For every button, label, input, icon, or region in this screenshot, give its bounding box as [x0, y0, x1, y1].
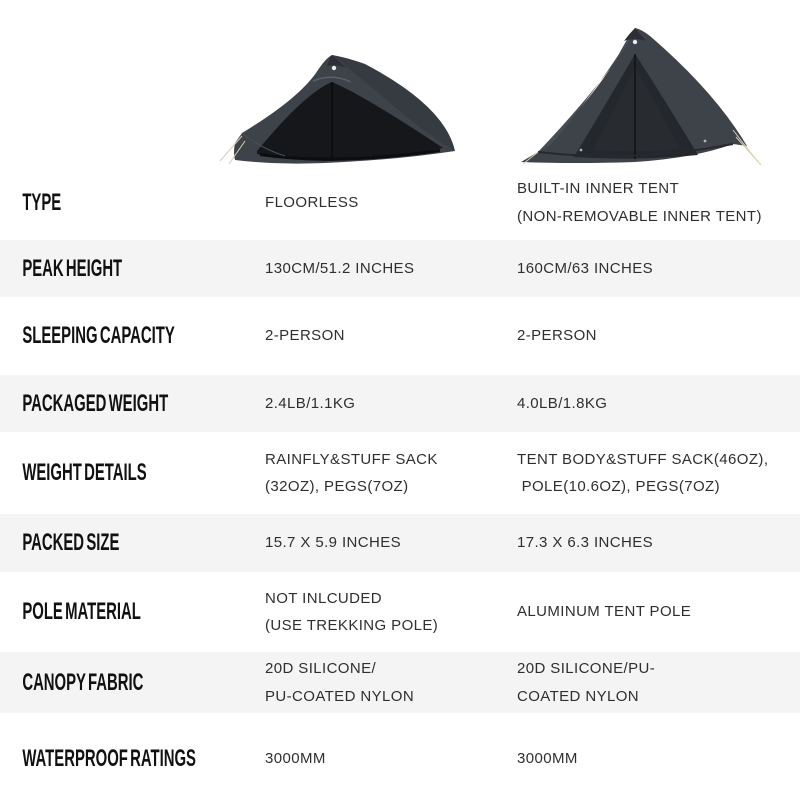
cell-line: 2-PERSON — [517, 327, 597, 345]
brand-logo-icon — [633, 40, 637, 44]
cell-line: FLOORLESS — [265, 193, 359, 211]
floorless-tent-image — [205, 48, 460, 165]
row-label: POLE MATERIAL — [22, 598, 141, 625]
spec-row-waterproof-ratings — [0, 713, 800, 800]
spec-row-sleeping-capacity — [0, 297, 800, 375]
row-label: CANOPY FABRIC — [22, 668, 144, 696]
spec-row-type — [0, 165, 800, 240]
brand-logo-icon — [332, 66, 336, 70]
cell-line: 3000MM — [517, 750, 578, 767]
spec-value-right — [517, 529, 800, 557]
cell-line: (NON-REMOVABLE INNER TENT) — [517, 207, 762, 225]
spec-row-packaged-weight — [0, 375, 800, 432]
row-label: TYPE — [22, 188, 62, 216]
row-label: PEAK HEIGHT — [22, 254, 123, 282]
row-label: PACKED SIZE — [22, 529, 120, 556]
cell-line: POLE(10.6OZ), PEGS(7OZ) — [517, 478, 720, 495]
spec-value-right — [517, 598, 800, 626]
cell-line: 17.3 X 6.3 INCHES — [517, 534, 654, 552]
spec-value-right — [517, 655, 800, 710]
spec-value-right — [517, 175, 800, 230]
cell-line: 20D SILICONE/ — [265, 660, 377, 677]
cell-line: BUILT-IN INNER TENT — [517, 180, 680, 197]
spec-value-right — [517, 255, 800, 283]
cell-line: 20D SILICONE/PU- — [517, 660, 656, 677]
cell-line: 15.7 X 5.9 INCHES — [265, 534, 402, 552]
cell-line: RAINFLY&STUFF SACK — [265, 450, 438, 468]
row-label: SLEEPING CAPACITY — [22, 322, 175, 349]
row-label: WATERPROOF RATINGS — [22, 745, 196, 772]
cell-line: 2-PERSON — [265, 327, 345, 345]
spec-value-left — [265, 322, 517, 350]
spec-value-left — [265, 189, 517, 217]
cell-line: PU-COATED NYLON — [265, 687, 415, 705]
cell-line: 4.0LB/1.8KG — [517, 394, 608, 412]
cell-line: (32OZ), PEGS(7OZ) — [265, 478, 409, 495]
cell-line: 2.4LB/1.1KG — [265, 394, 356, 412]
product-images — [0, 0, 800, 165]
row-label: WEIGHT DETAILS — [22, 459, 147, 486]
spec-value-left — [265, 585, 517, 640]
spec-row-packed-size — [0, 514, 800, 572]
spec-value-left — [265, 745, 517, 773]
spec-value-left — [265, 529, 517, 557]
spec-row-pole-material — [0, 572, 800, 652]
cell-line: NOT INLCUDED — [265, 589, 383, 607]
spec-value-left — [265, 255, 517, 283]
spec-table — [0, 165, 800, 800]
cell-line: 160CM/63 INCHES — [517, 259, 654, 277]
tent-pole — [331, 82, 333, 161]
spec-value-left — [265, 390, 517, 418]
cell-line: 3000MM — [265, 750, 326, 767]
spec-row-canopy-fabric — [0, 652, 800, 713]
cell-line: TENT BODY&STUFF SACK(46OZ), — [517, 450, 769, 468]
cell-line: COATED NYLON — [517, 687, 640, 705]
spec-value-right — [517, 745, 800, 773]
spec-value-right — [517, 390, 800, 418]
spec-value-left — [265, 446, 517, 501]
spec-value-left — [265, 655, 517, 710]
spec-value-right — [517, 446, 800, 501]
inner-tent-image — [515, 22, 765, 165]
spec-row-weight-details — [0, 432, 800, 514]
row-label: PACKAGED WEIGHT — [22, 389, 169, 417]
spec-row-peak-height — [0, 240, 800, 297]
cell-line: (USE TREKKING POLE) — [265, 617, 439, 634]
spec-value-right — [517, 322, 800, 350]
cell-line: ALUMINUM TENT POLE — [517, 603, 692, 621]
cell-line: 130CM/51.2 INCHES — [265, 259, 415, 277]
